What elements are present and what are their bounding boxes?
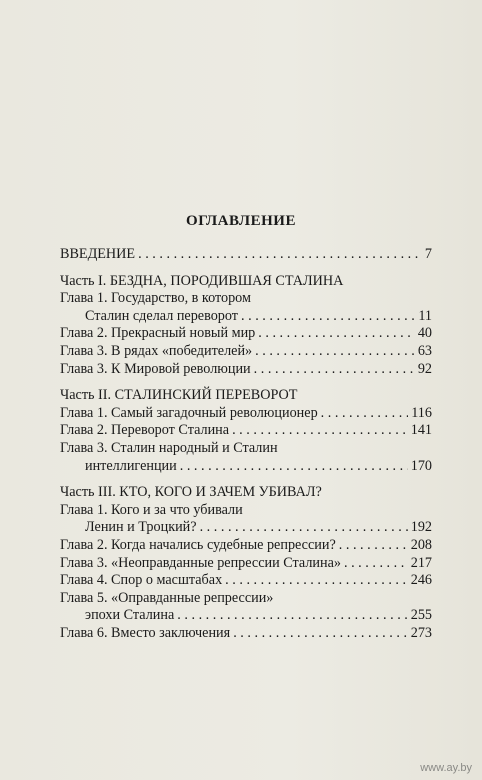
chapter-title: Глава 4. Спор о масштабах [60,572,223,589]
leader-dots [321,405,409,423]
chapter-title-continued: эпохи Сталина [85,607,175,624]
toc-entry-page: 141 [410,422,432,439]
chapter-title: Глава 6. Вместо заключения [60,624,231,641]
toc-entry [60,537,432,555]
toc-entry [60,607,432,625]
chapter-title: Глава 1. Самый загадочный революционер [60,404,318,421]
chapter-title: Глава 1. Кого и за что убивали [60,501,243,518]
toc-entry [60,458,432,476]
chapter-title: Глава 2. Переворот Сталина [60,422,230,439]
leader-dots [255,343,415,361]
chapter-title: Глава 2. Прекрасный новый мир [60,325,256,342]
chapter-title: Глава 3. Сталин народный и Сталин [60,439,278,456]
toc-entry [60,361,432,379]
toc-entry-page: 7 [424,246,432,262]
chapter-title: Глава 3. В рядах «победителей» [60,342,253,359]
leader-dots [138,246,422,264]
toc-entry [60,422,432,440]
toc-entry-intro [60,246,432,264]
toc-entry-page: 208 [410,536,432,553]
toc-entry [60,572,432,590]
chapter-title-continued: Ленин и Троцкий? [85,519,197,536]
leader-dots [339,537,408,555]
chapter-title-continued: интеллигенции [85,457,177,474]
toc-entry-page: 11 [418,307,432,324]
toc-entry [60,308,432,326]
toc-entry-label: ВВЕДЕНИЕ [60,246,136,262]
chapter-title-continued: Сталин сделал переворот [85,307,239,324]
toc-entry [60,405,432,423]
toc-entry-page: 217 [410,554,432,571]
leader-dots [200,519,408,537]
part-heading-3: Часть III. КТО, КОГО И ЗАЧЕМ УБИВАЛ? [60,484,322,501]
toc-entry-page: 255 [410,607,432,624]
leader-dots [258,325,415,343]
toc-entry-page: 273 [410,624,432,641]
leader-dots [177,607,407,625]
toc-entry-page: 116 [411,404,432,421]
toc-entry-page: 40 [417,325,432,342]
toc-entry-page: 170 [410,457,432,474]
chapter-title: Глава 3. «Неоправданные репрессии Сталина» [60,554,341,571]
watermark: www.ay.by [420,762,472,774]
page-title: ОГЛАВЛЕНИЕ [186,213,296,229]
toc-entry [60,519,432,537]
leader-dots [344,555,408,573]
toc-entry [60,555,432,573]
toc-entry-page: 192 [410,519,432,536]
toc-entry-page: 63 [417,342,432,359]
leader-dots [180,458,408,476]
toc-entry-page: 246 [410,572,432,589]
chapter-title: Глава 5. «Оправданные репрессии» [60,589,274,606]
toc-entry [60,625,432,643]
leader-dots [232,422,408,440]
toc-entry [60,325,432,343]
part-heading-1: Часть I. БЕЗДНА, ПОРОДИВШАЯ СТАЛИНА [60,272,344,289]
chapter-title: Глава 2. Когда начались судебные репрессии? [60,536,336,553]
leader-dots [225,572,408,590]
table-of-contents [60,246,432,642]
toc-entry [60,343,432,361]
leader-dots [254,361,415,379]
toc-entry-page: 92 [417,360,432,377]
leader-dots [233,625,408,643]
chapter-title: Глава 3. К Мировой революции [60,360,251,377]
leader-dots [241,308,415,326]
chapter-title: Глава 1. Государство, в котором [60,290,251,307]
part-heading-2: Часть II. СТАЛИНСКИЙ ПЕРЕВОРОТ [60,387,298,404]
